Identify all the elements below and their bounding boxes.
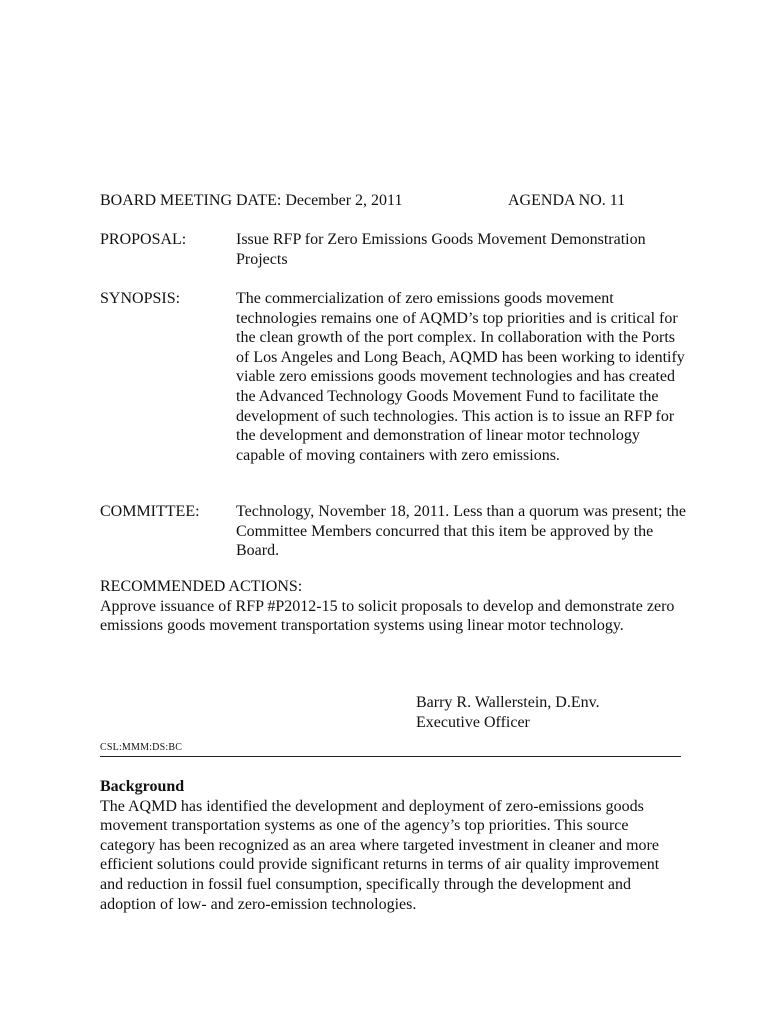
background-text: The AQMD has identified the development and deployment of zero-emissions goods movement transportation systems as one of the agency’s top priorities. This source category has been recognized as an area where targeted investment in cleaner and more efficient solutions could provide significant returns in terms of air quality improvement and reduction in fossil fuel consumption, specifically through the development and adoption of low- and zero-emission technologies. — [100, 797, 660, 913]
reference-initials: CSL:MMM:DS:BC — [100, 742, 183, 753]
signatory-title: Executive Officer — [416, 713, 530, 731]
committee-text: Technology, November 18, 2011. Less than a quorum was present; the Committee Members concurred that this item be approved by the Board. — [236, 503, 687, 560]
proposal-text: Issue RFP for Zero Emissions Goods Movement Demonstration Projects — [236, 231, 646, 268]
committee-label: COMMITTEE: — [100, 503, 200, 520]
board-meeting-date: BOARD MEETING DATE: December 2, 2011 — [100, 192, 403, 209]
background-section — [100, 777, 680, 914]
recommended-actions-section — [100, 577, 680, 636]
meeting-header — [100, 191, 660, 211]
agenda-number: AGENDA NO. 11 — [508, 192, 626, 209]
signature-block — [416, 693, 676, 732]
recommended-actions-heading: RECOMMENDED ACTIONS: — [100, 578, 303, 595]
background-heading: Background — [100, 778, 185, 795]
signatory-name: Barry R. Wallerstein, D.Env. — [416, 694, 600, 711]
recommended-actions-text: Approve issuance of RFP #P2012-15 to solicit proposals to develop and demonstrate zero emissions goods movement transportation systems using linear motor technology. — [100, 597, 675, 635]
divider — [100, 756, 681, 757]
proposal-label: PROPOSAL: — [100, 231, 187, 248]
synopsis-text: The commercialization of zero emissions goods movement technologies remains one of AQMD’s top priorities and is critical for the clean growth of the port complex. In collaboration with the Ports of Los Angeles and Long Beach, AQMD has been working to identify viable zero emissions goods movement technologies and has created the Advanced Technology Goods Movement Fund to facilitate the development of such technologies. This action is to issue an RFP for the development and demonstration of linear motor technology capable of moving containers with zero emissions. — [236, 290, 685, 464]
synopsis-label: SYNOPSIS: — [100, 290, 181, 307]
